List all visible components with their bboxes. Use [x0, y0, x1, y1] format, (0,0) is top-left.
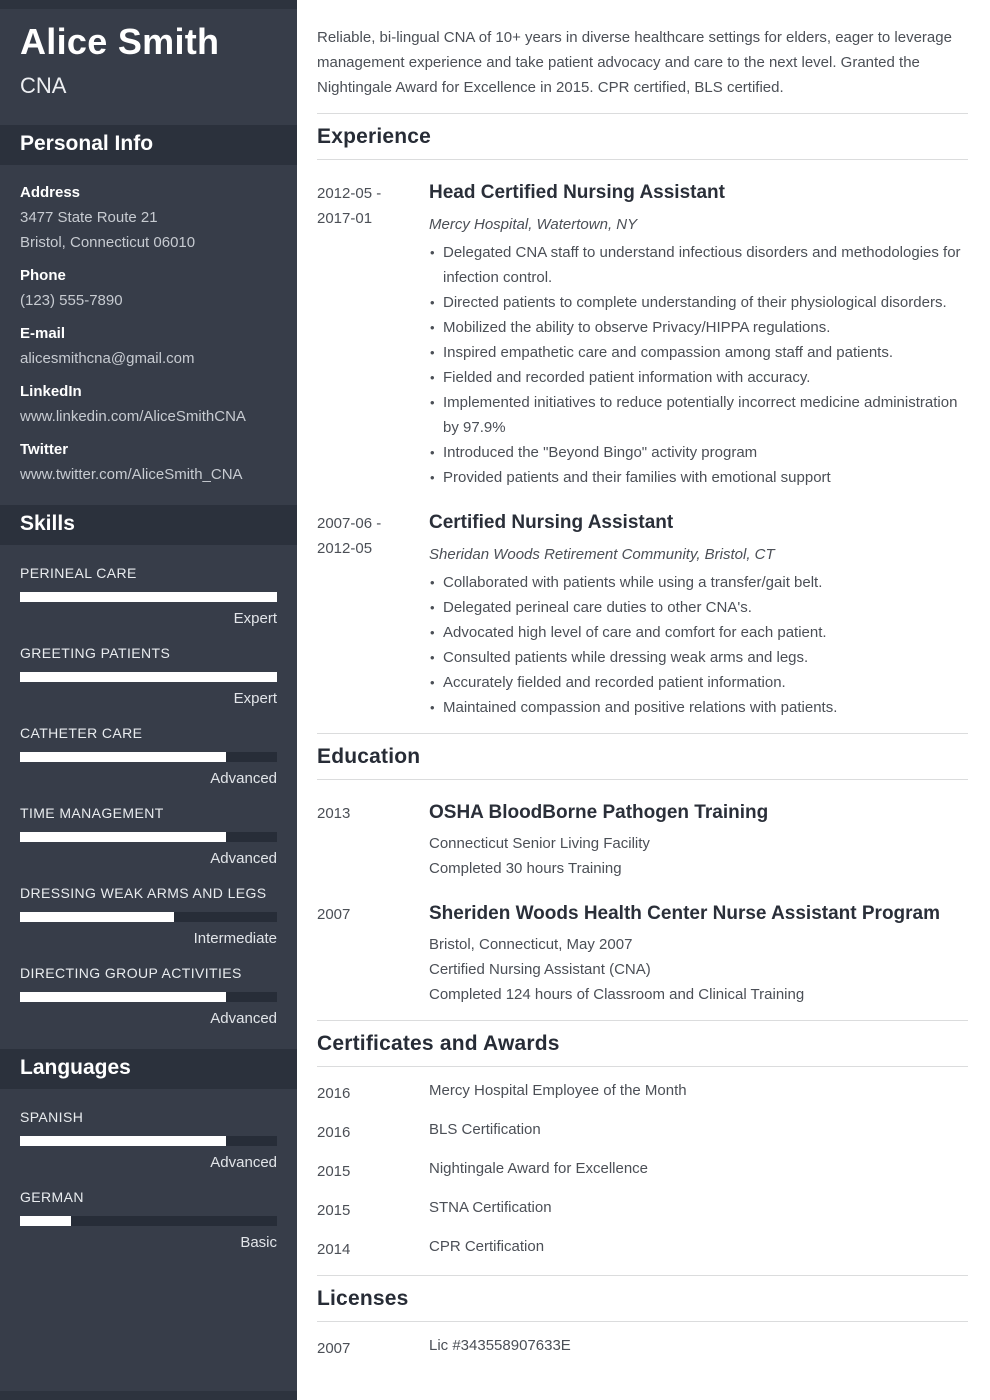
year-text-row [317, 1198, 968, 1223]
job-title: Certified Nursing Assistant [429, 512, 674, 533]
education-entries [317, 801, 968, 1007]
field-label: Phone [20, 267, 66, 284]
skill-level: Expert [233, 690, 277, 707]
skill-bar [20, 592, 277, 602]
skill-level: Intermediate [193, 930, 277, 947]
skill-bar-fill [20, 752, 226, 762]
field-label: Twitter [20, 441, 69, 458]
experience-entry [317, 181, 968, 490]
education-year: 2007 [317, 906, 351, 923]
field-line: 3477 State Route 21 [20, 209, 158, 226]
job-bullet: • Implemented initiatives to reduce potentially incorrect medicine administration by 97.9% [429, 390, 968, 440]
skill-name: TIME MANAGEMENT [20, 805, 164, 821]
education-section [317, 733, 968, 1007]
year-text-row [317, 1237, 968, 1262]
skills-list [0, 545, 297, 1049]
sidebar-top-strip [0, 0, 297, 9]
education-year: 2013 [317, 805, 351, 822]
skill-name: GERMAN [20, 1189, 84, 1205]
license-rows [317, 1336, 968, 1361]
job-bullets [429, 570, 968, 720]
languages-list [0, 1089, 297, 1273]
education-entry-title: Sheriden Woods Health Center Nurse Assistant Program [429, 903, 941, 924]
skill-level: Advanced [210, 770, 277, 787]
skill-item [20, 963, 277, 1029]
job-bullet: • Accurately fielded and recorded patient information. [429, 670, 968, 695]
education-body [429, 801, 968, 881]
job-bullet: • Inspired empathetic care and compassion among staff and patients. [429, 340, 968, 365]
sidebar [0, 0, 297, 1400]
job-title: Head Certified Nursing Assistant [429, 182, 725, 203]
job-bullet: • Mobilized the ability to observe Privacy/HIPPA regulations. [429, 315, 968, 340]
row-text: Nightingale Award for Excellence [429, 1160, 649, 1177]
skill-bar-fill [20, 912, 174, 922]
skill-level: Basic [240, 1234, 277, 1251]
field-value [20, 462, 277, 487]
row-year: 2007 [317, 1340, 351, 1357]
job-bullet: • Directed patients to complete understanding of their physiological disorders. [429, 290, 968, 315]
job-company: Sheridan Woods Retirement Community, Bristol, CT [429, 546, 775, 563]
skill-item [20, 1107, 277, 1173]
certificates-title: Certificates and Awards [317, 1032, 560, 1055]
skill-name: PERINEAL CARE [20, 565, 137, 581]
job-dates [317, 181, 429, 490]
personal-info-list [0, 165, 297, 505]
education-entry [317, 902, 968, 1007]
skill-item [20, 723, 277, 789]
row-text: CPR Certification [429, 1238, 545, 1255]
education-detail-line: Completed 30 hours Training [429, 860, 622, 877]
skill-bar-fill [20, 992, 226, 1002]
field-value [20, 288, 277, 313]
skill-bar [20, 1216, 277, 1226]
languages-heading: Languages [0, 1049, 297, 1089]
education-body [429, 902, 968, 1007]
skill-level: Expert [233, 610, 277, 627]
skill-name: DRESSING WEAK ARMS AND LEGS [20, 885, 267, 901]
personal-info-field [20, 263, 277, 313]
certificate-rows [317, 1081, 968, 1262]
field-label: LinkedIn [20, 383, 82, 400]
skill-level: Advanced [210, 1010, 277, 1027]
row-year: 2016 [317, 1085, 351, 1102]
row-year: 2015 [317, 1163, 351, 1180]
field-line: Bristol, Connecticut 06010 [20, 234, 196, 251]
main-content [297, 0, 990, 1400]
certificates-section-head [317, 1020, 968, 1067]
licenses-section [317, 1275, 968, 1361]
job-date-from: 2012-05 - [317, 185, 382, 202]
experience-entries [317, 181, 968, 720]
skill-bar [20, 912, 277, 922]
skill-bar [20, 752, 277, 762]
skill-level: Advanced [210, 1154, 277, 1171]
licenses-title: Licenses [317, 1287, 409, 1310]
job-bullet: • Delegated perineal care duties to other CNA's. [429, 595, 968, 620]
field-value [20, 404, 277, 429]
personal-info-heading: Personal Info [0, 125, 297, 165]
job-bullet: • Consulted patients while dressing weak arms and legs. [429, 645, 968, 670]
job-body [429, 181, 968, 490]
row-year: 2015 [317, 1202, 351, 1219]
skill-item [20, 1187, 277, 1253]
year-text-row [317, 1336, 968, 1361]
skill-bar-fill [20, 1136, 226, 1146]
education-detail-line: Certified Nursing Assistant (CNA) [429, 961, 651, 978]
skill-item [20, 563, 277, 629]
skill-item [20, 803, 277, 869]
field-line: www.twitter.com/AliceSmith_CNA [20, 466, 243, 483]
job-date-to: 2017-01 [317, 210, 373, 227]
personal-info-field [20, 321, 277, 371]
job-bullet: • Maintained compassion and positive relations with patients. [429, 695, 968, 720]
job-date-from: 2007-06 - [317, 515, 382, 532]
skill-bar-fill [20, 672, 277, 682]
summary-paragraph: Reliable, bi-lingual CNA of 10+ years in diverse healthcare settings for elders, eager to leverage management experience and take patient advocacy and care to the next level. Granted the Nightingale Award for Excellence in 2015. CPR certified, BLS certified. [317, 29, 952, 96]
experience-section-head [317, 113, 968, 160]
skill-bar-fill [20, 832, 226, 842]
job-body [429, 511, 968, 720]
job-bullets [429, 240, 968, 490]
personal-info-field [20, 437, 277, 487]
skill-bar [20, 1136, 277, 1146]
certificates-section [317, 1020, 968, 1262]
skill-name: DIRECTING GROUP ACTIVITIES [20, 965, 242, 981]
job-bullet: • Delegated CNA staff to understand infectious disorders and methodologies for infection control. [429, 240, 968, 290]
row-year: 2016 [317, 1124, 351, 1141]
field-value [20, 205, 277, 255]
education-title: Education [317, 745, 421, 768]
job-bullet: • Introduced the "Beyond Bingo" activity program [429, 440, 968, 465]
year-text-row [317, 1081, 968, 1106]
experience-entry [317, 511, 968, 720]
row-text: STNA Certification [429, 1199, 552, 1216]
job-dates [317, 511, 429, 720]
skill-name: GREETING PATIENTS [20, 645, 171, 661]
experience-title: Experience [317, 125, 432, 148]
skill-name: CATHETER CARE [20, 725, 143, 741]
skill-item [20, 643, 277, 709]
year-text-row [317, 1159, 968, 1184]
personal-info-field [20, 379, 277, 429]
education-detail-line: Bristol, Connecticut, May 2007 [429, 936, 633, 953]
person-job-title: CNA [20, 73, 67, 98]
skill-name: SPANISH [20, 1109, 84, 1125]
skill-bar-fill [20, 1216, 71, 1226]
field-label: Address [20, 184, 81, 201]
education-detail-line: Connecticut Senior Living Facility [429, 835, 650, 852]
year-text-row [317, 1120, 968, 1145]
skill-bar-fill [20, 592, 277, 602]
job-bullet: • Provided patients and their families with emotional support [429, 465, 968, 490]
skill-bar [20, 672, 277, 682]
sidebar-bottom-strip [0, 1391, 297, 1400]
education-detail-line: Completed 124 hours of Classroom and Clinical Training [429, 986, 805, 1003]
job-company: Mercy Hospital, Watertown, NY [429, 216, 638, 233]
sidebar-header [0, 9, 297, 125]
row-text: Mercy Hospital Employee of the Month [429, 1082, 687, 1099]
personal-info-field [20, 180, 277, 255]
education-entry [317, 801, 968, 881]
job-date-to: 2012-05 [317, 540, 373, 557]
skill-level: Advanced [210, 850, 277, 867]
field-line: (123) 555-7890 [20, 292, 123, 309]
licenses-section-head [317, 1275, 968, 1322]
skills-heading: Skills [0, 505, 297, 545]
job-bullet: • Collaborated with patients while using a transfer/gait belt. [429, 570, 968, 595]
field-value [20, 346, 277, 371]
field-line: www.linkedin.com/AliceSmithCNA [20, 408, 246, 425]
experience-section [317, 113, 968, 720]
row-text: BLS Certification [429, 1121, 541, 1138]
education-section-head [317, 733, 968, 780]
field-line: alicesmithcna@gmail.com [20, 350, 195, 367]
job-bullet: • Advocated high level of care and comfort for each patient. [429, 620, 968, 645]
skill-bar [20, 992, 277, 1002]
skill-item [20, 883, 277, 949]
row-text: Lic #343558907633E [429, 1337, 571, 1354]
field-label: E-mail [20, 325, 66, 342]
job-bullet: • Fielded and recorded patient information with accuracy. [429, 365, 968, 390]
skill-bar [20, 832, 277, 842]
person-name: Alice Smith [20, 21, 220, 62]
row-year: 2014 [317, 1241, 351, 1258]
education-entry-title: OSHA BloodBorne Pathogen Training [429, 802, 769, 823]
